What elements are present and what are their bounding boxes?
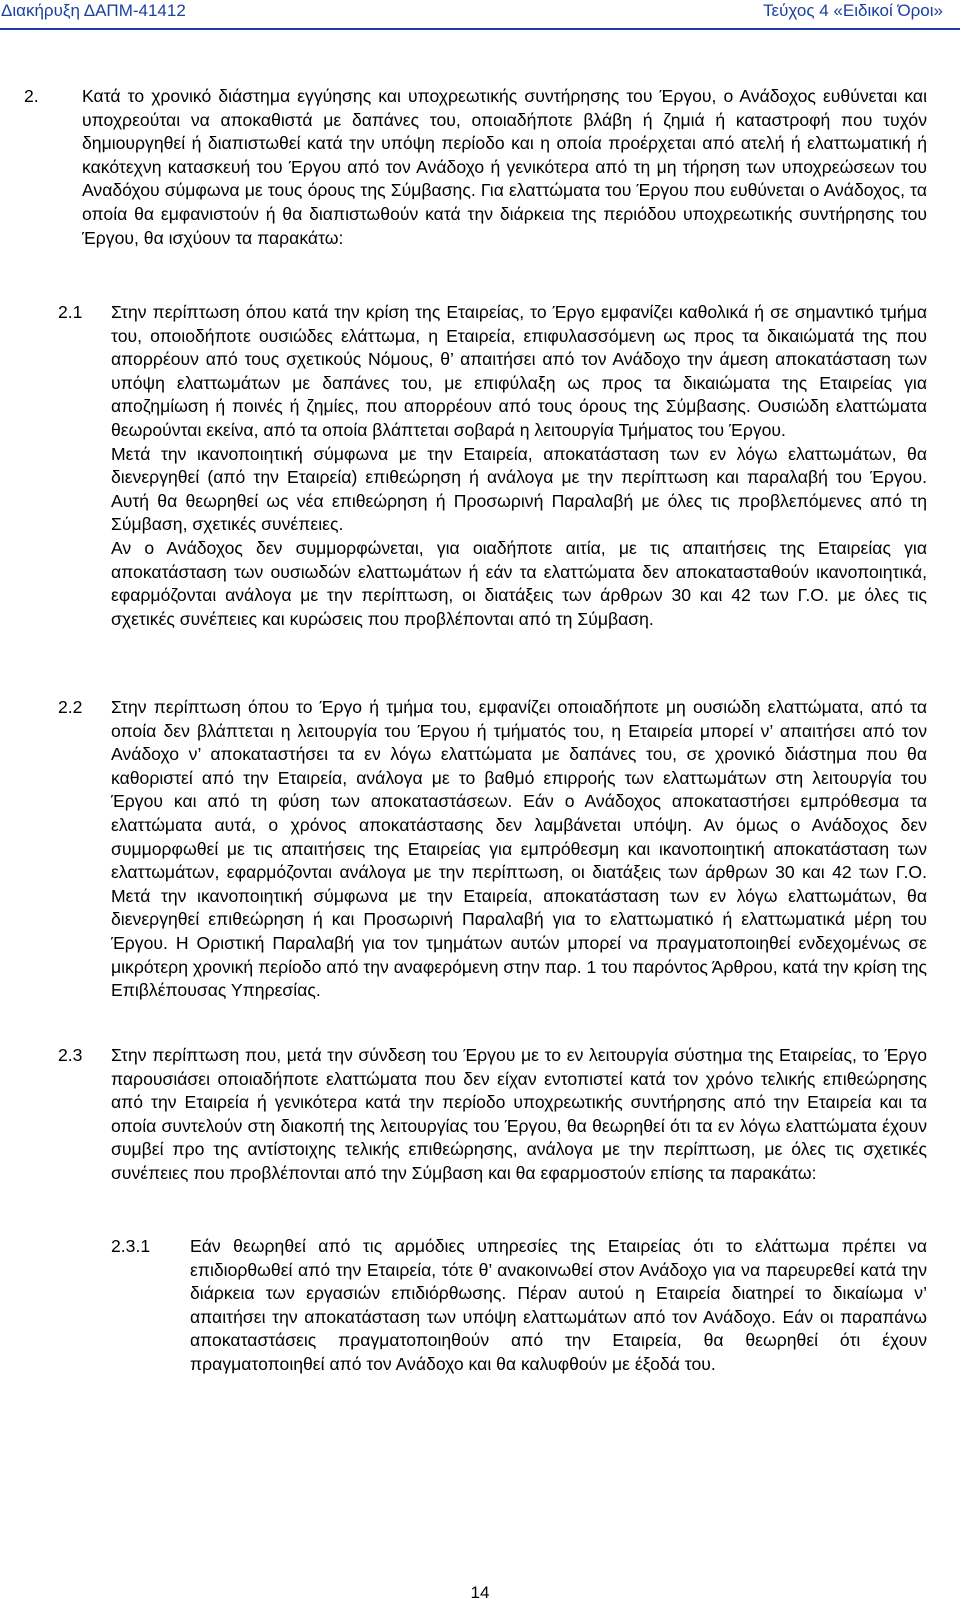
section-2-text: Κατά το χρονικό διάστημα εγγύησης και υποχρεωτικής συντήρησης του Έργου, ο Ανάδοχος ευθύνεται και υποχρεούται να αποκαθιστά με δαπάνες του, οποιαδήποτε βλάβη ή ζημιά ή καταστροφή που τυχόν δημιουργηθεί ή διαπιστωθεί κατά την υπόψη περίοδο και η οποία προέρχεται από ατελή ή ελαττωματική ή κακότεχνη κατασκευή του Έργου από τον Ανάδοχο ή γενικότερα από τη μη τήρηση των υποχρεώσεων του Αναδόχου σύμφωνα με τους όρους της Σύμβασης. Για ελαττώματα του Έργου που ευθύνεται ο Ανάδοχος, τα οποία θα εμφανιστούν ή θα διαπιστωθούν κατά την διάρκεια της περιόδου υποχρεωτικής συντήρησης του Έργου, θα ισχύουν τα παρακάτω: xyxy=(82,86,927,248)
section-2-3-number: 2.3 xyxy=(58,1045,83,1065)
section-2-1-paragraph: Αν ο Ανάδοχος δεν συμμορφώνεται, για οιαδήποτε αιτία, με τις απαιτήσεις της Εταιρείας για αποκατάσταση των ουσιωδών ελαττωμάτων ή εάν τα ελαττώματα δεν αποκατασταθούν ικανοποιητικά, εφαρμόζονται ανάλογα με την περίπτωση, οι διατάξεις των άρθρων 30 και 42 των Γ.Ο. με όλες τις σχετικές συνέπειες και κυρώσεις που προβλέπονται από τη Σύμβαση. xyxy=(111,537,927,629)
section-2-1-paragraph: Στην περίπτωση όπου κατά την κρίση της Εταιρείας, το Έργο εμφανίζει καθολικά ή σε σημαντικό τμήμα του, οποιοδήποτε ουσιώδες ελάττωμα, η Εταιρεία, επιφυλασσόμενη ως προς τα δικαιώματά της που απορρέουν από τους σχετικούς Νόμους, θ’ απαιτήσει από τον Ανάδοχο την άμεση αποκατάσταση των υπόψη ελαττωμάτων με δαπάνες του, με επιφύλαξη ως προς τα δικαιώματα της Εταιρείας για αποζημίωση ή ποινές ή ζημίες, που απορρέουν από τους όρους της Σύμβασης. Ουσιώδη ελαττώματα θεωρούνται εκείνα, από τα οποία βλάπτεται σοβαρά η λειτουργία Τμήματος του Έργου. xyxy=(111,302,927,440)
section-2-1-number: 2.1 xyxy=(58,302,83,322)
header-divider xyxy=(0,28,960,30)
section-2-3-1-text: Εάν θεωρηθεί από τις αρμόδιες υπηρεσίες της Εταιρείας ότι το ελάττωμα πρέπει να επιδιορθωθεί από την Εταιρεία, τότε θ’ ανακοινωθεί στον Ανάδοχο για να παρευρεθεί κατά την διάρκεια των εργασιών επιδιόρθωσης. Πέραν αυτού η Εταιρεία διατηρεί το δικαίωμα ν’ απαιτήσει την αποκατάσταση των υπόψη ελαττωμάτων από τον Ανάδοχο. Εάν οι παραπάνω αποκαταστάσεις πραγματοποιηθούν από την Εταιρεία, θα θεωρηθεί ότι έχουν πραγματοποιηθεί από τον Ανάδοχο και θα καλυφθούν με έξοδά του. xyxy=(190,1236,927,1374)
section-2-1-body xyxy=(111,301,927,631)
page-number: 14 xyxy=(470,1583,490,1602)
header-document-id: Διακήρυξη ΔΑΠΜ-41412 xyxy=(1,1,186,20)
section-2-number: 2. xyxy=(24,86,39,106)
header-volume-title: Τεύχος 4 «Ειδικοί Όροι» xyxy=(763,1,943,20)
section-2-1-paragraph: Μετά την ικανοποιητική σύμφωνα με την Εταιρεία, αποκατάσταση των εν λόγω ελαττωμάτων, θα διενεργηθεί (από την Εταιρεία) επιθεώρηση ή ανάλογα με την περίπτωση και παραλαβή του Έργου. Αυτή θα θεωρηθεί ως νέα επιθεώρηση ή Προσωρινή Παραλαβή με όλες τις προβλεπόμενες από τη Σύμβαση, σχετικές συνέπειες. xyxy=(111,443,927,535)
section-2-2-text: Στην περίπτωση όπου το Έργο ή τμήμα του, εμφανίζει οποιαδήποτε μη ουσιώδη ελαττώματα, από τα οποία δεν βλάπτεται η λειτουργία του Έργου ή τμήματός του, η Εταιρεία μπορεί ν’ απαιτήσει από τον Ανάδοχο ν’ αποκαταστήσει τα εν λόγω ελαττώματα με δαπάνες του, σε χρονικό διάστημα που θα καθοριστεί από την Εταιρεία, ανάλογα με το βαθμό επιρροής των ελαττωμάτων στη λειτουργία του Έργου και από τη φύση των αποκαταστάσεων. Εάν ο Ανάδοχος αποκαταστήσει εμπρόθεσμα τα ελαττώματα αυτά, ο χρόνος αποκατάστασης δεν λαμβάνεται υπόψη. Αν όμως ο Ανάδοχος δεν συμμορφωθεί με τις απαιτήσεις της Εταιρείας για εμπρόθεσμη και ικανοποιητική αποκατάσταση των ελαττωμάτων, εφαρμόζονται ανάλογα με την περίπτωση, οι διατάξεις των άρθρων 30 και 42 των Γ.Ο. Μετά την ικανοποιητική σύμφωνα με την Εταιρεία, αποκατάσταση των εν λόγω ελαττωμάτων, θα διενεργηθεί επιθεώρηση ή και Προσωρινή Παραλαβή για το ελαττωματικό ή ελαττωματικά μέρη του Έργου. Η Οριστική Παραλαβή για τον τμημάτων αυτών μπορεί να πραγματοποιηθεί ενδεχομένως σε μικρότερη χρονική περίοδο από την αναφερόμενη στην παρ. 1 του παρόντος Άρθρου, κατά την κρίση της Επιβλέπουσας Υπηρεσίας. xyxy=(111,697,927,1001)
page-header xyxy=(0,0,960,30)
section-2-3-text: Στην περίπτωση που, μετά την σύνδεση του Έργου με το εν λειτουργία σύστημα της Εταιρείας, το Έργο παρουσιάσει οποιαδήποτε ελαττώματα που δεν είχαν εντοπιστεί κατά τον χρόνο τελικής επιθεώρησης από την Εταιρεία ή γενικότερα κατά την περίοδο υποχρεωτικής συντήρησης από την Εταιρεία και τα οποία συντελούν στη διακοπή της λειτουργίας του Έργου, θα θεωρηθεί ότι τα εν λόγω ελαττώματα έχουν συμβεί προ της αντίστοιχης τελικής επιθεώρησης, ανάλογα με την περίπτωση, με όλες τις σχετικές συνέπειες που προβλέπονται από την Σύμβαση και θα εφαρμοστούν επίσης τα παρακάτω: xyxy=(111,1045,927,1183)
section-2-2-number: 2.2 xyxy=(58,697,83,717)
section-2-3-1-number: 2.3.1 xyxy=(111,1236,151,1256)
